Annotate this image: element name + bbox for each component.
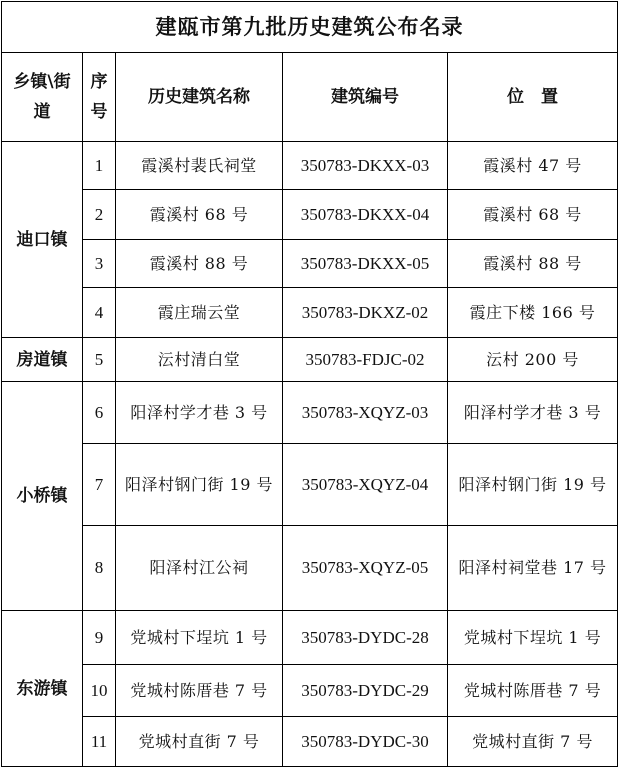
location-cell: 阳泽村学才巷 3 号 (448, 382, 618, 444)
code-cell: 350783-DKXX-04 (283, 190, 448, 240)
name-cell: 霞溪村 68 号 (116, 190, 283, 240)
code-cell: 350783-DYDC-28 (283, 611, 448, 665)
code-cell: 350783-DKXX-05 (283, 240, 448, 288)
table-row (2, 288, 618, 338)
location-cell: 霞庄下楼 166 号 (448, 288, 618, 338)
table-row (2, 665, 618, 717)
historic-buildings-table (1, 1, 618, 767)
table-row (2, 526, 618, 611)
code-cell: 350783-XQYZ-05 (283, 526, 448, 611)
table-row (2, 338, 618, 382)
code-cell: 350783-XQYZ-04 (283, 444, 448, 526)
seq-cell: 4 (83, 288, 116, 338)
location-cell: 霞溪村 88 号 (448, 240, 618, 288)
town-cell: 房道镇 (2, 338, 83, 382)
code-cell: 350783-DYDC-29 (283, 665, 448, 717)
code-cell: 350783-DKXX-03 (283, 142, 448, 190)
table-row (2, 611, 618, 665)
code-cell: 350783-FDJC-02 (283, 338, 448, 382)
header-name: 历史建筑名称 (116, 53, 283, 142)
table-title: 建瓯市第九批历史建筑公布名录 (2, 2, 618, 53)
seq-cell: 8 (83, 526, 116, 611)
code-cell: 350783-DYDC-30 (283, 717, 448, 767)
name-cell: 党城村下埕坑 1 号 (116, 611, 283, 665)
code-cell: 350783-DKXZ-02 (283, 288, 448, 338)
header-town: 乡镇\街道 (2, 53, 83, 142)
seq-cell: 2 (83, 190, 116, 240)
seq-cell: 1 (83, 142, 116, 190)
town-cell: 小桥镇 (2, 382, 83, 611)
location-cell: 党城村直街 7 号 (448, 717, 618, 767)
location-cell: 党城村下埕坑 1 号 (448, 611, 618, 665)
seq-cell: 11 (83, 717, 116, 767)
name-cell: 阳泽村江公祠 (116, 526, 283, 611)
name-cell: 霞溪村 88 号 (116, 240, 283, 288)
seq-cell: 10 (83, 665, 116, 717)
table-row (2, 190, 618, 240)
location-cell: 霞溪村 47 号 (448, 142, 618, 190)
code-cell: 350783-XQYZ-03 (283, 382, 448, 444)
town-cell: 东游镇 (2, 611, 83, 767)
town-cell: 迪口镇 (2, 142, 83, 338)
table-row (2, 240, 618, 288)
header-code: 建筑编号 (283, 53, 448, 142)
seq-cell: 3 (83, 240, 116, 288)
seq-cell: 6 (83, 382, 116, 444)
table-row (2, 382, 618, 444)
name-cell: 沄村清白堂 (116, 338, 283, 382)
name-cell: 党城村直街 7 号 (116, 717, 283, 767)
location-cell: 阳泽村钢门街 19 号 (448, 444, 618, 526)
table-row (2, 142, 618, 190)
location-cell: 沄村 200 号 (448, 338, 618, 382)
name-cell: 霞庄瑞云堂 (116, 288, 283, 338)
table-row (2, 717, 618, 767)
seq-cell: 7 (83, 444, 116, 526)
header-location: 位 置 (448, 53, 618, 142)
name-cell: 阳泽村钢门街 19 号 (116, 444, 283, 526)
name-cell: 阳泽村学才巷 3 号 (116, 382, 283, 444)
header-seq: 序号 (83, 53, 116, 142)
name-cell: 党城村陈厝巷 7 号 (116, 665, 283, 717)
table-row (2, 444, 618, 526)
seq-cell: 5 (83, 338, 116, 382)
seq-cell: 9 (83, 611, 116, 665)
location-cell: 党城村陈厝巷 7 号 (448, 665, 618, 717)
location-cell: 阳泽村祠堂巷 17 号 (448, 526, 618, 611)
name-cell: 霞溪村裴氏祠堂 (116, 142, 283, 190)
location-cell: 霞溪村 68 号 (448, 190, 618, 240)
